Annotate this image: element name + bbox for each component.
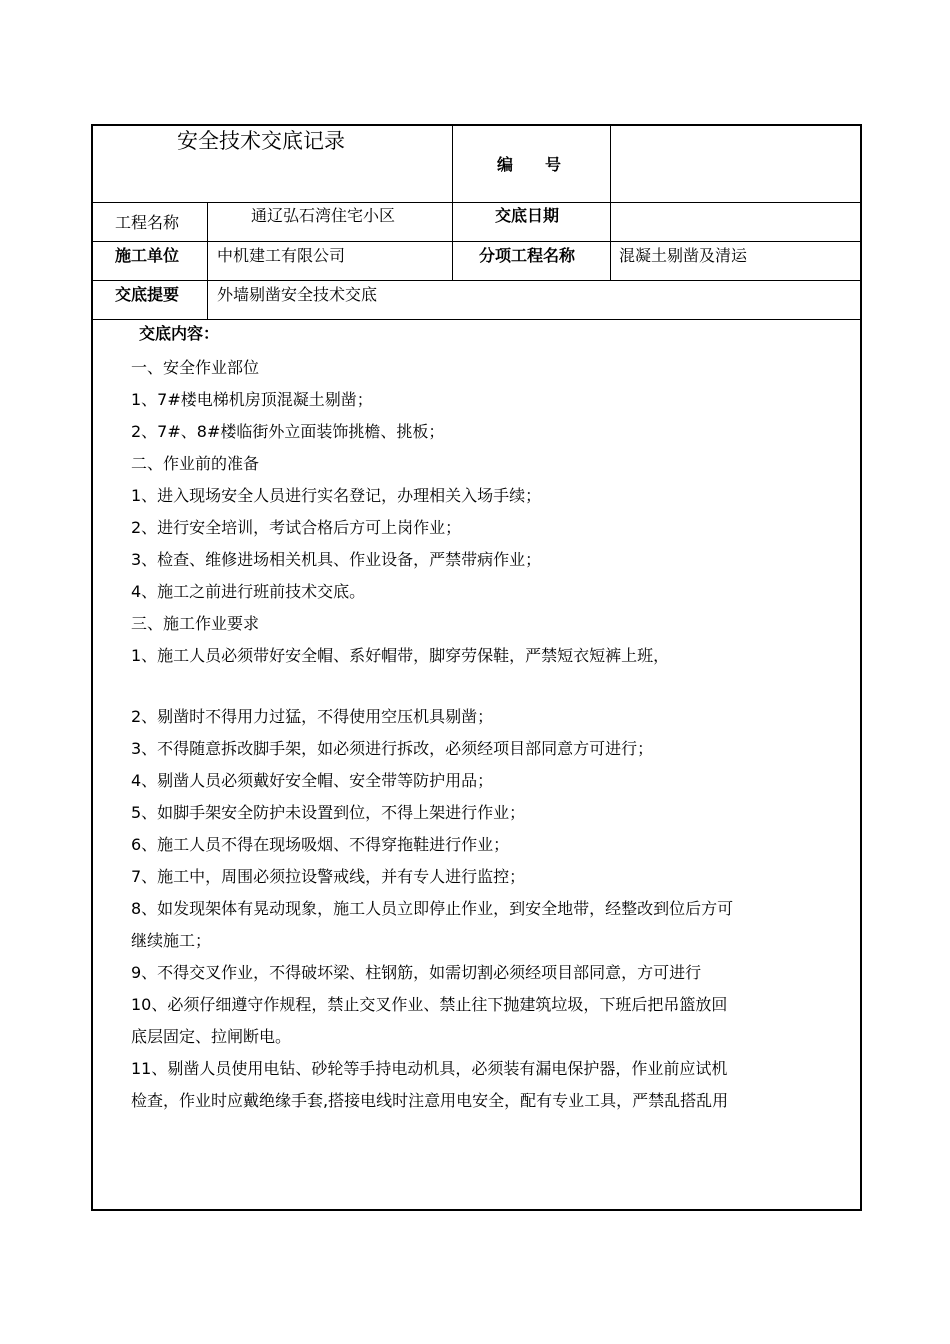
number-label: 编 号 (497, 155, 562, 174)
unit-label: 施工单位 (115, 246, 180, 265)
content-heading: 交底内容： (139, 324, 220, 343)
content-line: 1、进入现场安全人员进行实名登记，办理相关入场手续； (131, 486, 542, 505)
content-line: 1、施工人员必须带好安全帽、系好帽带，脚穿劳保鞋，严禁短衣短裤上班， (131, 646, 670, 665)
subitem-value: 混凝土剔凿及清运 (619, 246, 748, 265)
content-line: 一、安全作业部位 (131, 358, 260, 377)
content-line: 7、施工中，周围必须拉设警戒线，并有专人进行监控； (131, 867, 526, 886)
content-line: 3、不得随意拆改脚手架，如必须进行拆改，必须经项目部同意方可进行； (131, 739, 654, 758)
row-divider (93, 280, 860, 281)
row-divider (93, 241, 860, 242)
date-label: 交底日期 (495, 206, 560, 225)
content-line: 二、作业前的准备 (131, 454, 260, 473)
unit-value: 中机建工有限公司 (217, 246, 346, 265)
row-divider (93, 202, 860, 203)
content-line: 4、剔凿人员必须戴好安全帽、安全带等防护用品； (131, 771, 494, 790)
content-line: 底层固定、拉闸断电。 (131, 1027, 292, 1046)
content-line: 11、剔凿人员使用电钻、砂轮等手持电动机具，必须装有漏电保护器，作业前应试机 (131, 1059, 728, 1078)
summary-value: 外墙剔凿安全技术交底 (217, 285, 378, 304)
content-line: 三、施工作业要求 (131, 614, 260, 633)
row-divider (93, 319, 860, 320)
content-line: 2、进行安全培训，考试合格后方可上岗作业； (131, 518, 462, 537)
page-title: 安全技术交底记录 (177, 129, 345, 153)
content-line: 2、7#、8#楼临街外立面装饰挑檐、挑板； (131, 422, 445, 441)
column-divider (207, 202, 208, 319)
column-divider (610, 126, 611, 280)
content-line: 8、如发现架体有晃动现象，施工人员立即停止作业，到安全地带，经整改到位后方可 (131, 899, 734, 918)
project-name-label: 工程名称 (115, 213, 180, 232)
content-line: 6、施工人员不得在现场吸烟、不得穿拖鞋进行作业； (131, 835, 510, 854)
content-line: 继续施工； (131, 931, 212, 950)
project-name-value: 通辽弘石湾住宅小区 (251, 206, 396, 225)
record-sheet (91, 124, 862, 1211)
content-line: 3、检查、维修进场相关机具、作业设备，严禁带病作业； (131, 550, 542, 569)
content-line: 4、施工之前进行班前技术交底。 (131, 582, 366, 601)
subitem-label: 分项工程名称 (479, 246, 576, 265)
content-line: 2、剔凿时不得用力过猛，不得使用空压机具剔凿； (131, 707, 494, 726)
content-line: 5、如脚手架安全防护未设置到位，不得上架进行作业； (131, 803, 526, 822)
content-line: 10、必须仔细遵守作规程，禁止交叉作业、禁止往下抛建筑垃圾，下班后把吊篮放回 (131, 995, 728, 1014)
content-line: 检查，作业时应戴绝缘手套,搭接电线时注意用电安全，配有专业工具，严禁乱搭乱用 (131, 1091, 729, 1110)
summary-label: 交底提要 (115, 285, 180, 304)
content-line: 1、7#楼电梯机房顶混凝土剔凿； (131, 390, 373, 409)
column-divider (452, 126, 453, 280)
content-line: 9、不得交叉作业，不得破坏梁、柱钢筋，如需切割必须经项目部同意，方可进行 (131, 963, 702, 982)
